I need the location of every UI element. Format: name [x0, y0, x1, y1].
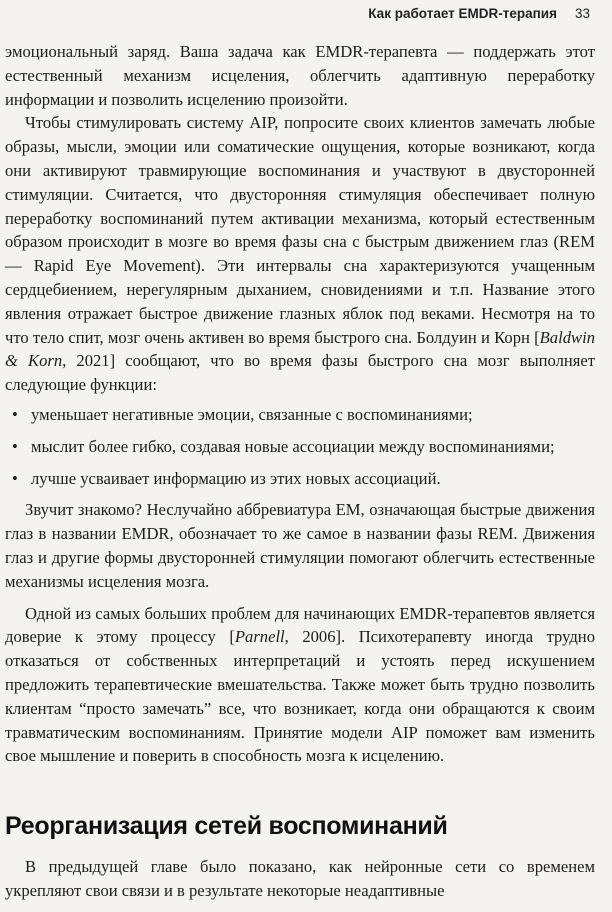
- list-item: • лучше усваивает информацию из этих новых ассоциаций.: [5, 467, 595, 491]
- bullet-list: [5, 403, 595, 490]
- page-number: 33: [574, 6, 590, 21]
- section-text: [5, 855, 595, 903]
- bullet-icon: •: [12, 404, 18, 424]
- bullet-icon: •: [12, 468, 18, 488]
- paragraph-2: [5, 111, 595, 397]
- list-item: • уменьшает негативные эмоции, связанные с воспоминаниями;: [5, 403, 595, 427]
- paragraph-1: эмоциональный заряд. Ваша задача как EMDR-терапевта — поддержать этот естественный механизм исцеления, облегчить адаптивную переработку информации и позволить исцелению произойти.: [5, 42, 595, 109]
- section-heading: Реорганизация сетей воспоминаний: [5, 812, 448, 840]
- paragraph-4: [5, 602, 595, 769]
- running-head: [368, 6, 590, 21]
- paragraph-4-tail: , 2006]. Психотерапевту иногда трудно отказаться от собственных интерпретаций и устоять перед искушением предложить терапевтические вмешательства. Также может быть трудно позволить клиентам “просто замечать” все, что возникает, когда они обращаются к своим травматическим воспоминаниям. Принятие модели AIP поможет вам изменить свое мышление и поверить в способность мозга к исцелению.: [5, 627, 595, 766]
- citation-parnell: Parnell: [234, 627, 285, 647]
- citation-baldwin-korn: Baldwin & Korn: [5, 327, 595, 371]
- running-title: Как работает EMDR-терапия: [368, 6, 557, 21]
- paragraph-2-tail: , 2021] сообщают, что во время фазы быстрого сна мозг выполняет следующие функции:: [5, 351, 595, 395]
- main-text: [5, 40, 595, 768]
- paragraph-3: Звучит знакомо? Неслучайно аббревиатура EM, означающая быстрые движения глаз в названии EMDR, обозначает то же самое в названии фазы REM. Движения глаз и другие формы двусторонней стимуляции помогают облегчить естественные механизмы исцеления мозга.: [5, 500, 595, 591]
- bullet-icon: •: [12, 436, 18, 456]
- paragraph-2-text: Чтобы стимулировать систему AIP, попросите своих клиентов замечать любые образы, мысли, эмоции или соматические ощущения, которые возникают, когда они активируют травмирующие воспоминания и участвуют в двусторонней стимуляции. Считается, что двусторонняя стимуляция обеспечивает полную переработку воспоминаний путем активации механизма, который естественным образом происходит в мозге во время фазы сна с быстрым движением глаз (REM — Rapid Eye Movement). Эти интервалы сна характеризуются учащенным сердцебиением, нерегулярным дыханием, сновидениями и т.п. Название этого явления отражает быстрое движение глазных яблок под веками. Несмотря на то что тело спит, мозг очень активен во время быстрого сна. Болдуин и Корн [: [5, 113, 595, 347]
- paragraph-4-text: Одной из самых больших проблем для начинающих EMDR-терапевтов является доверие к этому процессу [: [5, 603, 595, 647]
- list-item: • мыслит более гибко, создавая новые ассоциации между воспоминаниями;: [5, 435, 595, 459]
- section-intro-paragraph: В предыдущей главе было показано, как нейронные сети со временем укрепляют свои связи и в результате некоторые неадаптивные: [5, 857, 595, 900]
